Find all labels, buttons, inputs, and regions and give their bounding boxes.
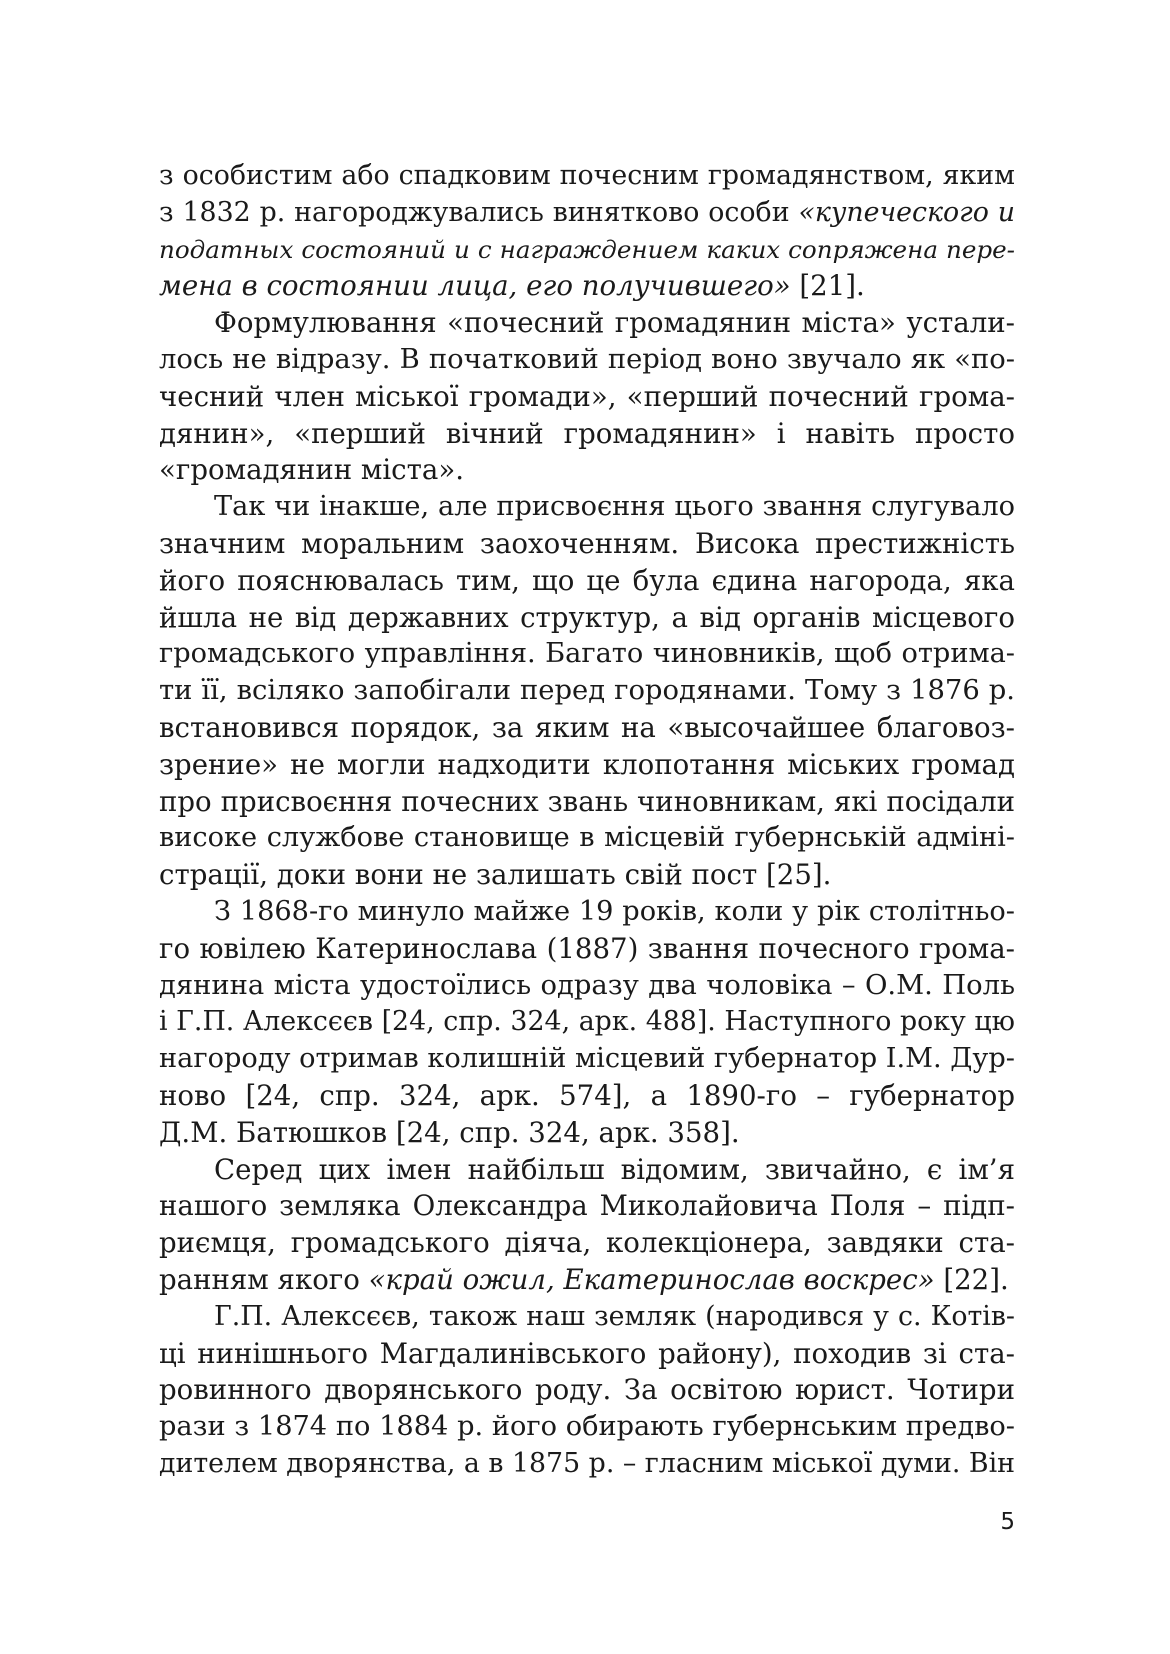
text-line	[159, 452, 1015, 489]
text-line	[159, 1225, 1015, 1262]
text-segment: З 1868-го минуло майже 19 років, коли у рік столітньо-	[214, 895, 1015, 927]
text-segment: нашого земляка Олександра Миколайовича Поля – підп-	[159, 1189, 1015, 1223]
text-segment: йшла не від державних структур, а від органів місцевого	[159, 600, 1015, 634]
text-line	[159, 1409, 1015, 1446]
text-line	[159, 820, 1015, 857]
text-segment: Формулювання «почесний громадянин міста» устали-	[214, 306, 1015, 340]
text-line	[159, 1446, 1015, 1483]
text-segment: дителем дворянства, а в 1875 р. – гласним міської думи. Він	[159, 1447, 1015, 1479]
text-line	[159, 1152, 1015, 1189]
body-text	[159, 158, 1015, 1483]
text-line	[159, 563, 1015, 600]
text-line	[159, 747, 1015, 784]
page-number: 5	[1000, 1509, 1015, 1535]
text-segment: нагороду отримав колишній місцевий губернатор І.М. Дур-	[159, 1043, 1015, 1075]
text-segment: ново [24, спр. 324, арк. 574], а 1890-го – губернатор	[159, 1078, 1015, 1112]
text-line	[159, 894, 1015, 931]
text-segment: [21].	[790, 269, 865, 303]
text-line	[159, 342, 1015, 379]
text-segment: рази з 1874 по 1884 р. його обирають губернським предво-	[159, 1411, 1015, 1443]
text-line	[159, 379, 1015, 416]
text-line	[159, 710, 1015, 747]
text-segment: Г.П. Алексєєв, також наш земляк (народився у с. Котів-	[214, 1300, 1015, 1332]
text-line	[159, 1188, 1015, 1225]
text-segment: ти її, всіляко запобігали перед городянами. Тому з 1876 р.	[159, 675, 1015, 707]
text-segment: його пояснювалась тим, що це була єдина нагорода, яка	[159, 563, 1015, 597]
text-line	[159, 600, 1015, 637]
text-segment: і Г.П. Алексєєв [24, спр. 324, арк. 488]. Наступного року цю	[159, 1006, 1015, 1038]
text-line	[159, 1004, 1015, 1041]
text-line	[159, 305, 1015, 342]
text-segment: риємця, громадського діяча, колекціонера, завдяки ста-	[159, 1226, 1015, 1260]
text-segment: дянина міста удостоїлись одразу два чоловіка – О.М. Поль	[159, 969, 1015, 1001]
text-line	[159, 416, 1015, 453]
text-segment: високе службове становище в місцевій губернській адміні-	[159, 822, 1015, 854]
text-segment: [22].	[934, 1262, 1009, 1296]
text-line	[159, 1299, 1015, 1336]
text-segment: Д.М. Батюшков [24, спр. 324, арк. 358].	[159, 1115, 740, 1149]
text-segment: го ювілею Катеринослава (1887) звання почесного грома-	[159, 931, 1015, 965]
text-line	[159, 784, 1015, 821]
text-segment: страції, доки вони не залишать свій пост [25].	[159, 858, 832, 892]
text-segment: зрение» не могли надходити клопотання міських громад	[159, 747, 1015, 781]
italic-quote: «купеческого и	[798, 196, 1015, 228]
text-segment: значним моральним заохоченням. Висока престижність	[159, 526, 1015, 560]
text-line	[159, 1336, 1015, 1373]
text-line	[159, 1115, 1015, 1152]
text-segment: Так чи інакше, але присвоєння цього звання слугувало	[214, 491, 1015, 523]
text-segment: ці нинішнього Магдалинівського району), походив зі ста-	[159, 1336, 1015, 1370]
text-line	[159, 232, 1015, 269]
text-segment: дянин», «перший вічний громадянин» і навіть просто	[159, 416, 1015, 450]
text-line	[159, 636, 1015, 673]
text-line	[159, 489, 1015, 526]
italic-quote: мена в состоянии лица, его получившего»	[159, 269, 791, 303]
text-segment: встановився порядок, за яким на «высочайшее благовоз-	[159, 710, 1015, 744]
text-segment: лось не відразу. В початковий період воно звучало як «по-	[159, 343, 1015, 375]
text-segment: з 1832 р. нагороджувались винятково особи	[159, 196, 799, 228]
text-line	[159, 857, 1015, 894]
text-segment: «громадянин міста».	[159, 453, 464, 487]
text-line	[159, 673, 1015, 710]
text-line	[159, 1041, 1015, 1078]
text-line	[159, 1262, 1015, 1299]
text-segment: Серед цих імен найбільш відомим, звичайно, є ім’я	[214, 1152, 1015, 1186]
text-segment: ровинного дворянського роду. За освітою юрист. Чотири	[159, 1373, 1015, 1407]
text-line	[159, 268, 1015, 305]
italic-quote: «край ожил, Екатеринослав воскрес»	[368, 1262, 935, 1296]
text-segment: ранням якого	[159, 1262, 369, 1296]
text-segment: про присвоєння почесних звань чиновникам, які посідали	[159, 784, 1015, 818]
text-line	[159, 158, 1015, 195]
text-segment: громадського управління. Багато чиновників, щоб отрима-	[159, 638, 1015, 670]
text-line	[159, 968, 1015, 1005]
text-line	[159, 1078, 1015, 1115]
text-segment: з особистим або спадковим почесним громадянством, яким	[159, 160, 1015, 191]
text-segment: чесний член міської громади», «перший почесний грома-	[159, 379, 1015, 413]
text-line	[159, 931, 1015, 968]
text-line	[159, 195, 1015, 232]
text-line	[159, 1372, 1015, 1409]
italic-quote: податных состояний и с награждением каких сопряжена пере-	[159, 234, 1015, 264]
text-line	[159, 526, 1015, 563]
